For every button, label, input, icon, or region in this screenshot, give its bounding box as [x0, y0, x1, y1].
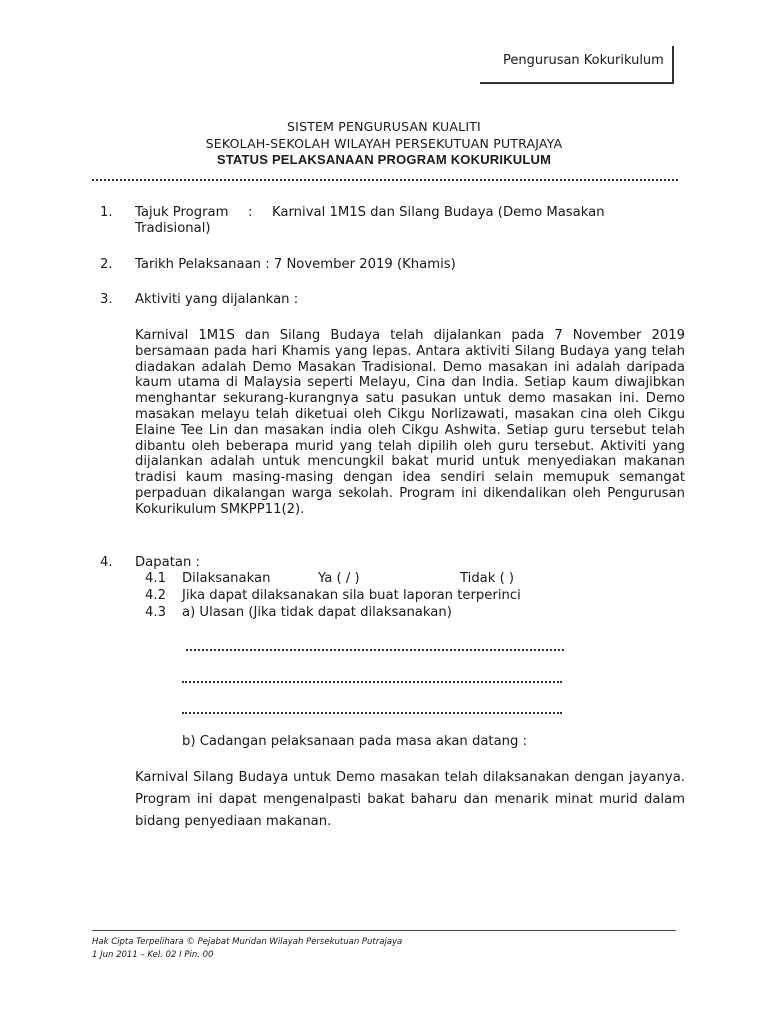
- section-header: Pengurusan Kokurikulum: [503, 53, 664, 68]
- item-1-label: Tajuk Program: [135, 205, 229, 220]
- footer-copyright: Hak Cipta Terpelihara © Pejabat Muridan Wilayah Persekutuan Putrajaya: [92, 937, 403, 947]
- item-2-number: 2.: [100, 257, 113, 272]
- sub-4-3-text: a) Ulasan (Jika tidak dapat dilaksanakan): [182, 605, 452, 620]
- sub-4-2-number: 4.2: [145, 588, 166, 603]
- item-1-colon: :: [248, 205, 253, 220]
- item-4-label: Dapatan :: [135, 555, 200, 570]
- item-4-number: 4.: [100, 555, 113, 570]
- option-ya: Ya ( / ): [318, 571, 360, 586]
- cadangan-label: b) Cadangan pelaksanaan pada masa akan datang :: [182, 734, 528, 749]
- item-3-number: 3.: [100, 292, 113, 307]
- title-line-3: STATUS PELAKSANAAN PROGRAM KOKURIKULUM: [216, 152, 552, 167]
- item-2-text: Tarikh Pelaksanaan : 7 November 2019 (Khamis): [135, 257, 456, 272]
- sub-4-1-label: Dilaksanakan: [182, 571, 271, 586]
- sub-4-3-number: 4.3: [145, 605, 166, 620]
- item-1-value: Karnival 1M1S dan Silang Budaya (Demo Masakan: [272, 205, 605, 220]
- sub-4-1-number: 4.1: [145, 571, 166, 586]
- title-line-2: SEKOLAH-SEKOLAH WILAYAH PERSEKUTUAN PUTRAJAYA: [205, 136, 563, 151]
- item-1-number: 1.: [100, 205, 113, 220]
- footer-divider: [92, 930, 676, 931]
- footer-version: 1 Jun 2011 – Kel. 02 I Pin. 00: [92, 950, 214, 960]
- item-3-label: Aktiviti yang dijalankan :: [135, 292, 299, 307]
- item-1-value-cont: Tradisional): [135, 221, 211, 236]
- title-line-1: SISTEM PENGURUSAN KUALITI: [287, 119, 481, 134]
- conclusion-paragraph: Karnival Silang Budaya untuk Demo masakan telah dilaksanakan dengan jayanya. Program ini dapat mengenalpasti bakat baharu dan menarik minat murid dalam bidang penyediaan makanan.: [135, 770, 685, 829]
- title-divider: [92, 179, 678, 181]
- sub-4-2-text: Jika dapat dilaksanakan sila buat laporan terperinci: [182, 588, 521, 603]
- comment-line-3: [182, 712, 562, 714]
- option-tidak: Tidak ( ): [460, 571, 515, 586]
- comment-line-1: [186, 649, 564, 651]
- comment-line-2: [182, 681, 562, 683]
- activity-paragraph: Karnival 1M1S dan Silang Budaya telah dijalankan pada 7 November 2019 bersamaan pada hari Khamis yang lepas. Antara aktiviti Silang Budaya yang telah diadakan adalah Demo Masakan Tradisional. Demo masakan ini adalah daripada kaum utama di Malaysia seperti Melayu, Cina dan India. Setiap kaum diwajibkan menghantar sekurang-kurangnya satu pasukan untuk demo masakan ini. Demo masakan melayu telah diketuai oleh Cikgu Norlizawati, masakan cina oleh Cikgu Elaine Tee Lin dan masakan india oleh Cikgu Ashwita. Setiap guru tersebut telah dibantu oleh beberapa murid yang telah dipilih oleh guru tersebut. Aktiviti yang dijalankan adalah untuk mencungkil bakat murid untuk menyediakan makanan tradisi kaum masing-masing dengan idea sendiri selain memupuk semangat perpaduan dikalangan warga sekolah. Program ini dikendalikan oleh Pengurusan Kokurikulum SMKPP11(2).: [135, 328, 685, 517]
